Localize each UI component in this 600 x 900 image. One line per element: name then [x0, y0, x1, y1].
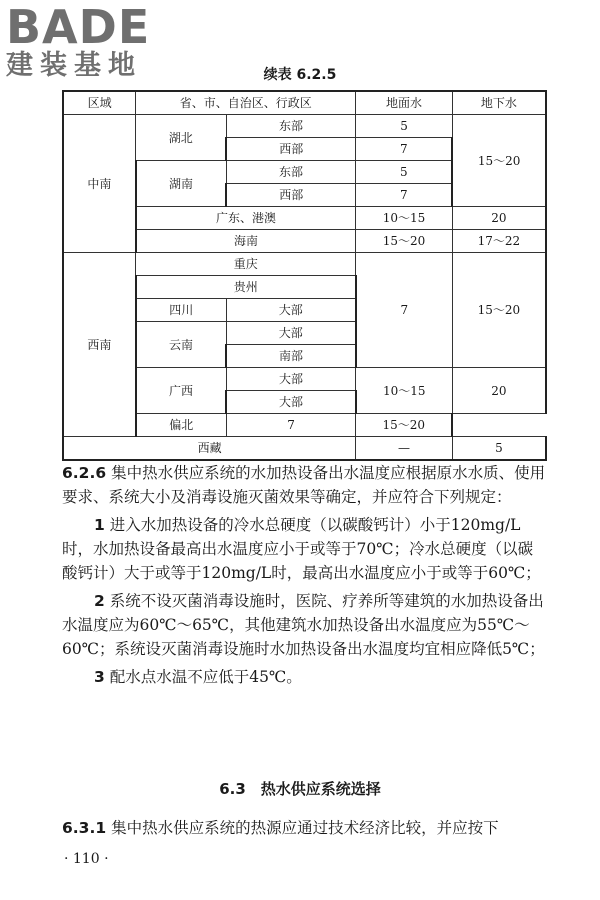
clause-text: 集中热水供应系统的热源应通过技术经济比较，并应按下	[111, 819, 499, 837]
province-guangdong: 广东、港澳	[136, 207, 356, 230]
subregion-west: 西部	[226, 184, 355, 207]
ground-value: 15～20	[356, 414, 453, 437]
item-text: 进入水加热设备的冷水总硬度（以碳酸钙计）小于120mg/L时，水加热设备最高出水温度应小于或等于70℃；冷水总硬度（以碳酸钙计）大于或等于120mg/L时，最高出水温度应小于或等于60℃；	[62, 516, 541, 582]
province-hunan: 湖南	[136, 161, 227, 207]
logo-subtitle: 建装基地	[6, 50, 142, 81]
clause-6-2-6	[62, 461, 548, 689]
surface-value: —	[356, 437, 453, 461]
ground-value: 20	[452, 368, 546, 414]
region-southwest: 西南	[63, 253, 136, 437]
ground-value: 20	[452, 207, 546, 230]
surface-value: 15～20	[356, 230, 453, 253]
table-row	[63, 437, 546, 461]
ground-value: 5	[452, 437, 546, 461]
surface-value: 7	[226, 414, 355, 437]
region-tibet: 西藏	[63, 437, 356, 461]
ground-value: 17～22	[452, 230, 546, 253]
surface-value: 7	[356, 138, 453, 161]
subregion-most: 大部	[226, 368, 355, 391]
surface-value: 5	[356, 161, 453, 184]
table-row	[63, 115, 546, 138]
section-heading: 6.3 热水供应系统选择	[219, 780, 381, 798]
logo-word: BADE	[6, 0, 151, 54]
province-hubei: 湖北	[136, 115, 227, 161]
subregion-most: 大部	[226, 322, 355, 345]
clause-number: 6.3.1	[62, 819, 107, 837]
page-number: · 110 ·	[64, 851, 109, 867]
temperature-table	[62, 90, 547, 461]
subregion-most: 大部	[226, 299, 355, 322]
item-text: 系统不设灭菌消毒设施时，医院、疗养所等建筑的水加热设备出水温度应为60℃～65℃，其他建筑水加热设备出水温度应为55℃～60℃；系统设灭菌消毒设施时水加热设备出水温度均宜相应降低5℃；	[62, 592, 545, 658]
province-guangxi: 广西	[136, 368, 227, 414]
subregion-south: 南部	[226, 345, 355, 368]
surface-value: 7	[356, 253, 453, 368]
province-guizhou: 贵州	[136, 276, 356, 299]
ground-value: 15～20	[452, 253, 546, 368]
subregion-north: 偏北	[136, 414, 227, 437]
surface-value: 7	[356, 184, 453, 207]
table-row	[63, 368, 546, 391]
item-number: 3	[94, 668, 105, 686]
subregion-west: 西部	[226, 138, 355, 161]
header-surface-water: 地面水	[356, 91, 453, 115]
table-row	[63, 253, 546, 276]
header-ground-water: 地下水	[452, 91, 546, 115]
table-header-row	[63, 91, 546, 115]
region-central-south: 中南	[63, 115, 136, 253]
table-title: 续表 6.2.5	[263, 67, 337, 83]
table-row	[63, 414, 546, 437]
clause-6-3-1	[62, 816, 548, 840]
province-chongqing: 重庆	[136, 253, 356, 276]
province-hainan: 海南	[136, 230, 356, 253]
ground-value: 15～20	[452, 115, 546, 207]
item-number: 2	[94, 592, 105, 610]
table-row	[63, 230, 546, 253]
clause-text: 集中热水供应系统的水加热设备出水温度应根据原水水质、使用要求、系统大小及消毒设施灭菌效果等确定，并应符合下列规定：	[62, 464, 546, 506]
surface-value: 10～15	[356, 368, 453, 414]
item-text: 配水点水温不应低于45℃。	[109, 668, 302, 686]
item-number: 1	[94, 516, 105, 534]
subregion-most: 大部	[226, 391, 355, 414]
surface-value: 10～15	[356, 207, 453, 230]
header-province: 省、市、自治区、行政区	[136, 91, 356, 115]
table-row	[63, 207, 546, 230]
subregion-east: 东部	[226, 115, 355, 138]
surface-value: 5	[356, 115, 453, 138]
province-yunnan: 云南	[136, 322, 227, 368]
clause-number: 6.2.6	[62, 464, 107, 482]
header-region: 区域	[63, 91, 136, 115]
province-sichuan: 四川	[136, 299, 227, 322]
subregion-east: 东部	[226, 161, 355, 184]
